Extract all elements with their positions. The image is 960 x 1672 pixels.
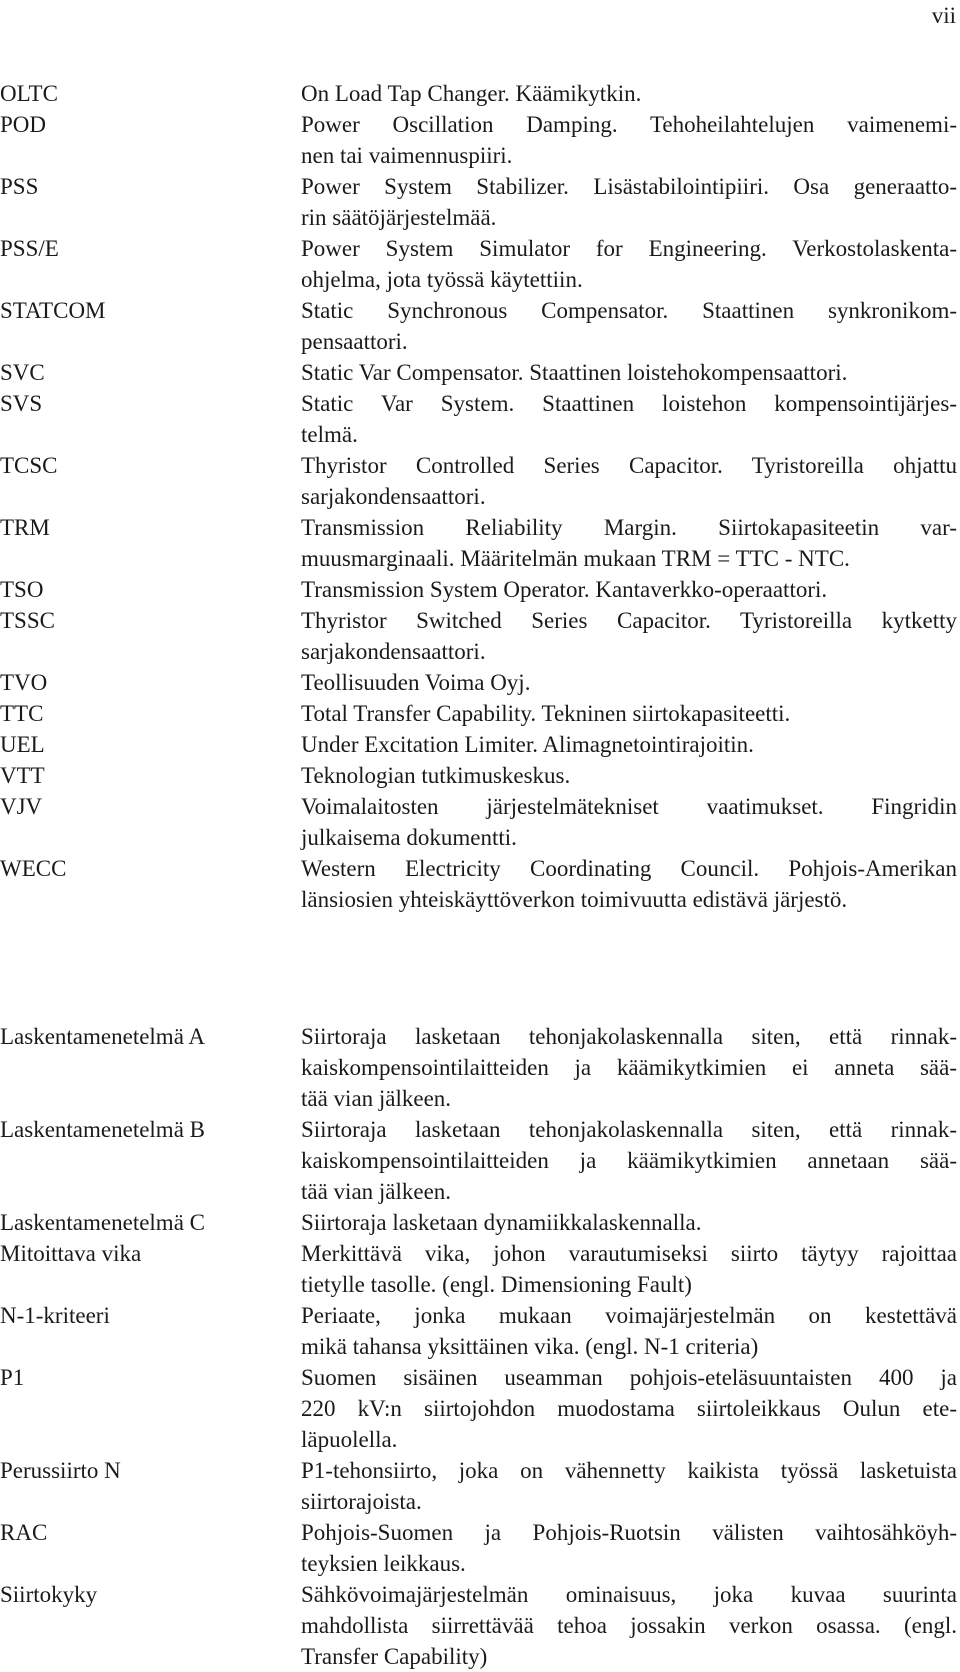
term-term: RAC (0, 1520, 48, 1545)
abbreviation-entry (0, 109, 960, 171)
term-term: N-1-kriteeri (0, 1303, 110, 1328)
abbreviation-term: VTT (0, 763, 45, 788)
abbreviation-definition (301, 109, 957, 171)
definition-line: Transmission Reliability Margin. Siirtokapasiteetin var- (301, 515, 957, 540)
definition-line: Static Synchronous Compensator. Staattinen synkronikom- (301, 298, 957, 323)
term-entry (0, 1021, 960, 1114)
abbreviation-definition (301, 388, 957, 450)
abbreviation-term: VJV (0, 794, 43, 819)
definition-line: Thyristor Switched Series Capacitor. Tyristoreilla kytketty (301, 608, 957, 633)
page-number: vii (931, 3, 956, 28)
definition-line: Teknologian tutkimuskeskus. (301, 763, 571, 788)
definition-line: telmä. (301, 422, 358, 447)
abbreviation-term: UEL (0, 732, 45, 757)
definition-line: Siirtoraja lasketaan tehonjakolaskennalla siten, että rinnak- (301, 1024, 957, 1049)
definition-line: Siirtoraja lasketaan tehonjakolaskennalla siten, että rinnak- (301, 1117, 957, 1142)
abbreviation-definition (301, 574, 957, 605)
definition-line: sarjakondensaattori. (301, 484, 486, 509)
term-entry (0, 1517, 960, 1579)
definition-line: siirtorajoista. (301, 1489, 422, 1514)
abbreviation-definition (301, 171, 957, 233)
term-definition (301, 1300, 957, 1362)
definition-line: Static Var System. Staattinen loistehon kompensointijärjes- (301, 391, 957, 416)
abbreviation-entry (0, 233, 960, 295)
definition-line: Power System Simulator for Engineering. Verkostolaskenta- (301, 236, 957, 261)
abbreviation-entry (0, 512, 960, 574)
term-definition (301, 1114, 957, 1207)
abbreviation-term: TVO (0, 670, 48, 695)
abbreviation-term: TRM (0, 515, 50, 540)
abbreviation-entry (0, 357, 960, 388)
term-term: Siirtokyky (0, 1582, 98, 1607)
abbreviation-definition (301, 512, 957, 574)
definition-line: Transfer Capability) (301, 1644, 488, 1669)
term-definition (301, 1362, 957, 1455)
abbreviation-term: PSS/E (0, 236, 59, 261)
definition-line: ohjelma, jota työssä käytettiin. (301, 267, 583, 292)
term-entry (0, 1238, 960, 1300)
definition-line: 220 kV:n siirtojohdon muodostama siirtoleikkaus Oulun ete- (301, 1396, 957, 1421)
abbreviation-entry (0, 171, 960, 233)
term-entry (0, 1579, 960, 1672)
definition-line: Teollisuuden Voima Oyj. (301, 670, 531, 695)
abbreviation-definition (301, 605, 957, 667)
definition-line: mahdollista siirrettävää tehoa jossakin verkon osassa. (engl. (301, 1613, 957, 1638)
definition-line: teyksien leikkaus. (301, 1551, 466, 1576)
term-entry (0, 1362, 960, 1455)
abbreviation-definition (301, 791, 957, 853)
definition-line: Under Excitation Limiter. Alimagnetointirajoitin. (301, 732, 754, 757)
abbreviation-entry (0, 729, 960, 760)
abbreviation-definition (301, 450, 957, 512)
abbreviation-definition (301, 853, 957, 915)
term-definition (301, 1238, 957, 1300)
abbreviation-term: SVC (0, 360, 45, 385)
abbreviation-definition (301, 729, 957, 760)
term-entry (0, 1455, 960, 1517)
term-term: P1 (0, 1365, 25, 1390)
definition-line: sarjakondensaattori. (301, 639, 486, 664)
definition-line: Thyristor Controlled Series Capacitor. Tyristoreilla ohjattu (301, 453, 957, 478)
definition-line: Total Transfer Capability. Tekninen siirtokapasiteetti. (301, 701, 791, 726)
definition-line: rin säätöjärjestelmää. (301, 205, 497, 230)
definition-line: Siirtoraja lasketaan dynamiikkalaskennalla. (301, 1210, 702, 1235)
abbreviation-term: TSSC (0, 608, 55, 633)
abbreviation-term: POD (0, 112, 47, 137)
definition-line: On Load Tap Changer. Käämikytkin. (301, 81, 642, 106)
abbreviation-definition (301, 233, 957, 295)
definition-line: Periaate, jonka mukaan voimajärjestelmän on kestettävä (301, 1303, 957, 1328)
terminology-list (0, 1021, 960, 1672)
definition-line: kaiskompensointilaitteiden ja käämikytkimien annetaan sää- (301, 1148, 957, 1173)
abbreviation-list (0, 78, 960, 915)
term-entry (0, 1114, 960, 1207)
term-term: Laskentamenetelmä C (0, 1210, 206, 1235)
abbreviation-entry (0, 295, 960, 357)
term-term: Laskentamenetelmä B (0, 1117, 206, 1142)
abbreviation-entry (0, 791, 960, 853)
definition-line: läpuolella. (301, 1427, 398, 1452)
definition-line: Power Oscillation Damping. Tehoheilahtelujen vaimenemi- (301, 112, 957, 137)
definition-line: Transmission System Operator. Kantaverkko-operaattori. (301, 577, 828, 602)
abbreviation-definition (301, 698, 957, 729)
definition-line: Suomen sisäinen useamman pohjois-eteläsuuntaisten 400 ja (301, 1365, 957, 1390)
definition-line: Merkittävä vika, johon varautumiseksi siirto täytyy rajoittaa (301, 1241, 957, 1266)
abbreviation-term: PSS (0, 174, 39, 199)
abbreviation-entry (0, 574, 960, 605)
abbreviation-term: SVS (0, 391, 43, 416)
definition-line: tää vian jälkeen. (301, 1086, 452, 1111)
term-entry (0, 1300, 960, 1362)
definition-line: pensaattori. (301, 329, 408, 354)
definition-line: länsiosien yhteiskäyttöverkon toimivuutta edistävä järjestö. (301, 887, 848, 912)
abbreviation-entry (0, 853, 960, 915)
term-term: Mitoittava vika (0, 1241, 142, 1266)
definition-line: tää vian jälkeen. (301, 1179, 452, 1204)
abbreviation-entry (0, 667, 960, 698)
abbreviation-term: TCSC (0, 453, 58, 478)
abbreviation-definition (301, 78, 957, 109)
abbreviation-definition (301, 295, 957, 357)
definition-line: Sähkövoimajärjestelmän ominaisuus, joka kuvaa suurinta (301, 1582, 957, 1607)
abbreviation-definition (301, 760, 957, 791)
definition-line: Western Electricity Coordinating Council. Pohjois-Amerikan (301, 856, 957, 881)
abbreviation-term: OLTC (0, 81, 58, 106)
term-definition (301, 1455, 957, 1517)
term-entry (0, 1207, 960, 1238)
term-definition (301, 1021, 957, 1114)
abbreviation-entry (0, 698, 960, 729)
abbreviation-term: STATCOM (0, 298, 106, 323)
abbreviation-entry (0, 605, 960, 667)
abbreviation-entry (0, 450, 960, 512)
definition-line: Power System Stabilizer. Lisästabilointipiiri. Osa generaatto- (301, 174, 957, 199)
abbreviation-term: TSO (0, 577, 44, 602)
term-definition (301, 1517, 957, 1579)
term-definition (301, 1207, 957, 1238)
definition-line: tietylle tasolle. (engl. Dimensioning Fault) (301, 1272, 692, 1297)
abbreviation-definition (301, 667, 957, 698)
abbreviation-entry (0, 388, 960, 450)
definition-line: Voimalaitosten järjestelmätekniset vaatimukset. Fingridin (301, 794, 957, 819)
abbreviation-definition (301, 357, 957, 388)
term-term: Laskentamenetelmä A (0, 1024, 206, 1049)
definition-line: mikä tahansa yksittäinen vika. (engl. N-1 criteria) (301, 1334, 759, 1359)
abbreviation-entry (0, 760, 960, 791)
abbreviation-term: WECC (0, 856, 67, 881)
definition-line: Pohjois-Suomen ja Pohjois-Ruotsin välisten vaihtosähköyh- (301, 1520, 957, 1545)
definition-line: Static Var Compensator. Staattinen loistehokompensaattori. (301, 360, 848, 385)
definition-line: kaiskompensointilaitteiden ja käämikytkimien ei anneta sää- (301, 1055, 957, 1080)
term-definition (301, 1579, 957, 1672)
definition-line: P1-tehonsiirto, joka on vähennetty kaikista työssä lasketuista (301, 1458, 957, 1483)
definition-line: nen tai vaimennuspiiri. (301, 143, 513, 168)
abbreviation-term: TTC (0, 701, 44, 726)
term-term: Perussiirto N (0, 1458, 121, 1483)
definition-line: julkaisema dokumentti. (301, 825, 517, 850)
definition-line: muusmarginaali. Määritelmän mukaan TRM = TTC - NTC. (301, 546, 850, 571)
abbreviation-entry (0, 78, 960, 109)
